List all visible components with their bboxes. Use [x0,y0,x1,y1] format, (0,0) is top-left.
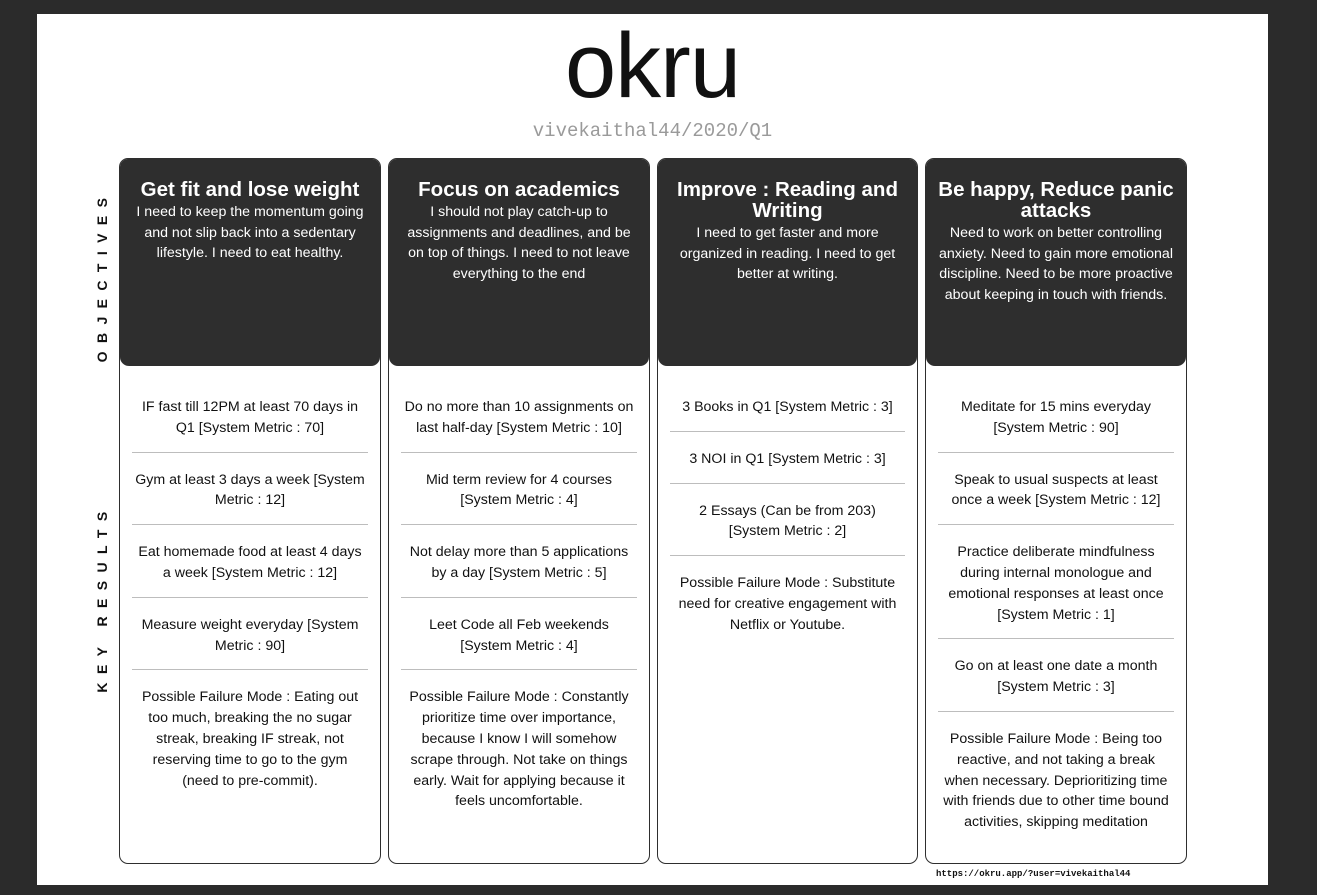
objective-title: Be happy, Reduce panic attacks [938,178,1174,222]
key-result-item: 3 Books in Q1 [System Metric : 3] [670,391,905,432]
objective-card [926,159,1186,366]
key-results-side-label: KEY RESULTS [94,503,110,693]
key-result-item: Not delay more than 5 applications by a day [System Metric : 5] [401,536,637,598]
key-results-list [389,366,649,825]
key-results-list [120,366,380,804]
okr-page [37,14,1268,885]
failure-mode-item: Possible Failure Mode : Constantly prioritize time over importance, because I know I will somehow scrape through. Not take on things early. Wait for applying because it feels uncomfortable. [409,689,629,810]
key-result-item: 2 Essays (Can be from 203) [System Metric : 2] [670,495,905,557]
objective-description: I need to get faster and more organized in reading. I need to get better at writing. [679,225,896,283]
key-result-item: Meditate for 15 mins everyday [System Metric : 90] [938,391,1174,453]
okr-column-3 [657,158,918,864]
key-results-list [926,366,1186,846]
objective-card [120,159,380,366]
objective-description: I need to keep the momentum going and not slip back into a sedentary lifestyle. I need to eat healthy. [136,204,364,262]
failure-mode-item: Possible Failure Mode : Being too reactive, and not taking a break when necessary. Deprioritizing time with friends due to other time bound activities, skipping meditation [943,730,1169,831]
okr-column-2 [388,158,650,864]
objective-title: Focus on academics [418,178,620,201]
objective-title: Get fit and lose weight [140,178,360,201]
failure-mode-item: Possible Failure Mode : Eating out too much, breaking the no sugar streak, breaking IF streak, not reserving time to go to the gym (need to pre-commit). [141,689,359,789]
okr-column-1 [119,158,381,864]
okr-column-4 [925,158,1187,864]
key-result-item: IF fast till 12PM at least 70 days in Q1 [System Metric : 70] [132,391,368,453]
key-result-item: Leet Code all Feb weekends [System Metric : 4] [401,609,637,671]
key-result-item: Speak to usual suspects at least once a week [System Metric : 12] [938,464,1174,526]
footer-url: https://okru.app/?user=vivekaithal44 [936,869,1131,879]
objective-description: Need to work on better controlling anxiety. Need to gain more emotional discipline. Need to be more proactive about keeping in touch with friends. [939,225,1173,303]
page-subtitle: vivekaithal44/2020/Q1 [532,120,773,142]
key-results-list [658,366,917,649]
objective-card [389,159,649,366]
key-result-item: 3 NOI in Q1 [System Metric : 3] [670,443,905,484]
key-result-item: Do no more than 10 assignments on last half-day [System Metric : 10] [401,391,637,453]
objective-title: Improve : Reading and Writing [677,178,898,222]
objective-card [658,159,917,366]
page-title: okru [565,15,740,117]
key-result-item: Mid term review for 4 courses [System Metric : 4] [401,464,637,526]
key-result-item: Practice deliberate mindfulness during internal monologue and emotional responses at least once [System Metric : 1] [938,536,1174,639]
objective-description: I should not play catch-up to assignments and deadlines, and be on top of things. I need to not leave everything to the end [407,204,631,282]
key-result-item: Gym at least 3 days a week [System Metric : 12] [132,464,368,526]
failure-mode-item: Possible Failure Mode : Substitute need for creative engagement with Netflix or Youtube. [678,575,897,633]
key-result-item: Go on at least one date a month [System Metric : 3] [938,650,1174,712]
key-result-item: Measure weight everyday [System Metric : 90] [132,609,368,671]
key-result-item: Eat homemade food at least 4 days a week [System Metric : 12] [132,536,368,598]
objectives-side-label: OBJECTIVES [94,189,110,363]
